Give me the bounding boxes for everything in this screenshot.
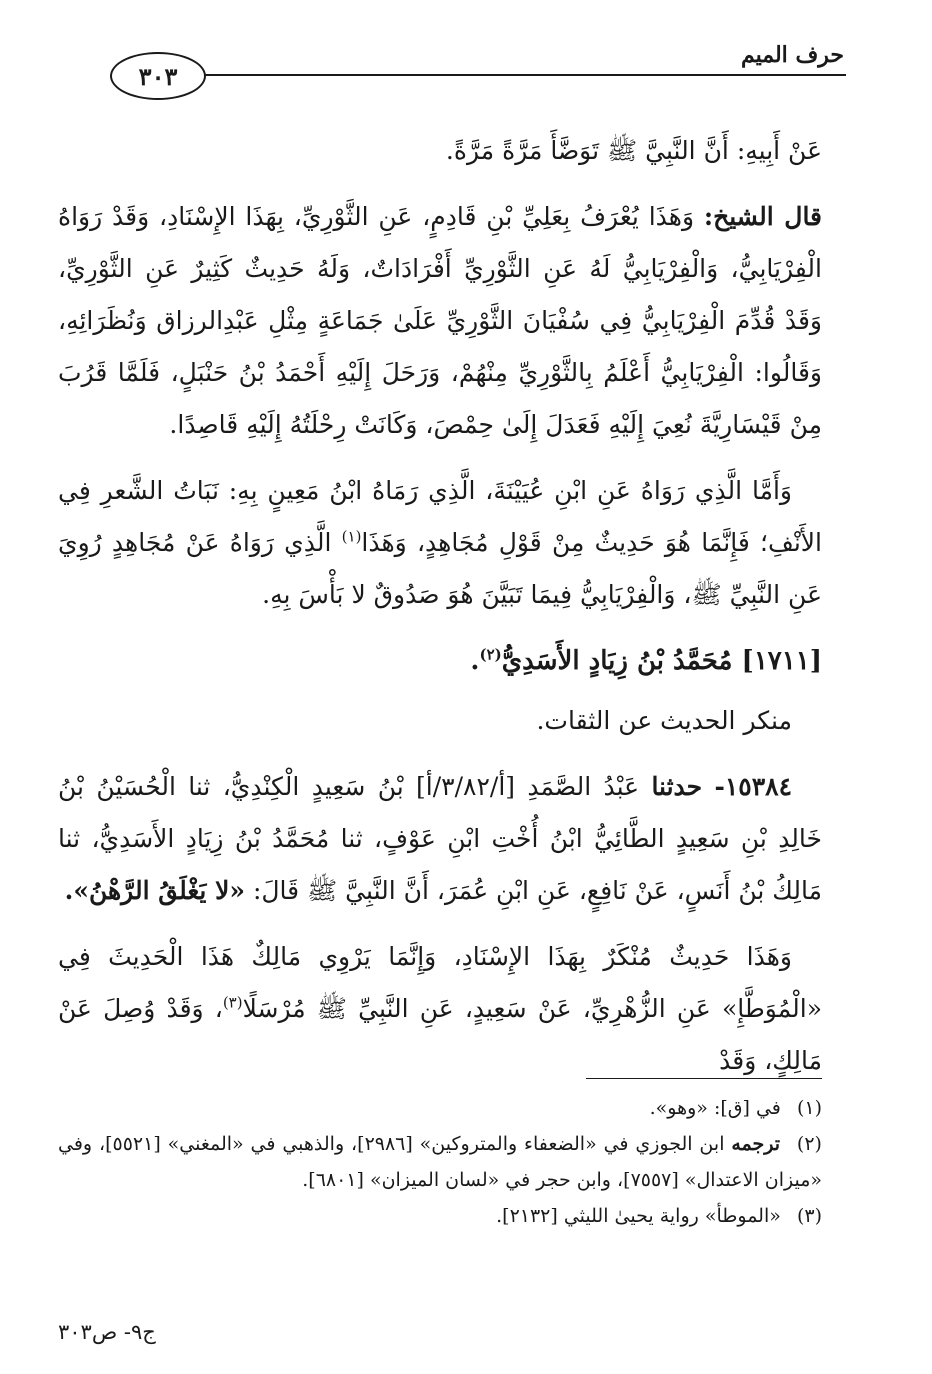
footnote-text: «الموطأ» رواية يحيىٰ الليثي [٢١٣٢]. xyxy=(496,1205,781,1227)
paragraph-3-part-a: وَأَمَّا الَّذِي رَوَاهُ عَنِ ابْنِ عُيَيْنَةَ، الَّذِي رَمَاهُ ابْنُ مَعِينٍ بِهِ: نَبَاتُ الشَّعرِ فِي الأَنْفِ؛ فَإِنَّمَا هُوَ حَدِيثٌ مِنْ قَوْلِ مُجَاهِدٍ، وَهَذَا xyxy=(58,476,822,557)
entry-end: . xyxy=(470,646,480,676)
footnote-ref-2: (٢) xyxy=(479,645,502,664)
paragraph-3 xyxy=(58,465,822,621)
haddathana-label: حدثنا xyxy=(651,772,703,801)
entry-heading xyxy=(58,635,822,687)
hadith-number: ١٥٣٨٤- xyxy=(714,772,793,801)
footnote-text: ابن الجوزي في «الضعفاء والمتروكين» [٢٩٨٦]، والذهبي في «المغني» [٥٥٢١]، وفي «ميزان الاعتدال» [٧٥٥٧]، وابن حجر في «لسان الميزان» [٦٨٠١]. xyxy=(58,1133,822,1191)
main-text xyxy=(58,125,822,1101)
header-rule xyxy=(200,74,846,76)
footnote-number: (١) xyxy=(796,1097,822,1119)
paragraph-4: منكر الحديث عن الثقات. xyxy=(536,706,792,735)
paragraph-5 xyxy=(58,761,822,917)
footnote-2 xyxy=(58,1126,822,1198)
running-header-title: حرف الميم xyxy=(740,42,844,68)
sheikh-label: قال الشيخ: xyxy=(703,202,823,231)
footnote-number: (٣) xyxy=(796,1205,822,1227)
paragraph-6-part-b: ، وَقَدْ وُصِلَ عَنْ مَالِكٍ، وَقَدْ xyxy=(58,994,822,1075)
paragraph-3-part-b: الَّذِي رَوَاهُ عَنْ مُجَاهِدٍ رُوِيَ عَنِ النَّبِيِّ ﷺ، وَالْفِرْيَابِيُّ فِيمَا تَبَيَّنَ هُوَ صَدُوقٌ لا بَأْسَ بِهِ. xyxy=(58,528,822,609)
footnote-bold: ترجمه xyxy=(731,1133,781,1155)
paragraph-2 xyxy=(58,191,822,451)
paragraph-6-part-a: وَهَذَا حَدِيثٌ مُنْكَرٌ بِهَذَا الإِسْنَادِ، وَإِنَّمَا يَرْوِي مَالِكٌ هَذَا الْحَدِيثَ فِي «الْمُوَطَّإِ» عَنِ الزُّهْرِيِّ، عَنْ سَعِيدٍ، عَنِ النَّبِيِّ ﷺ مُرْسَلًا xyxy=(58,942,822,1023)
entry-name: مُحَمَّدُ بْنُ زِيَادٍ الأَسَدِيُّ xyxy=(501,646,733,676)
footnote-3 xyxy=(58,1198,822,1234)
footnote-ref-1: (١) xyxy=(341,527,362,546)
paragraph-2-text: وَهَذَا يُعْرَفُ بِعَلِيِّ بْنِ قَادِمٍ، عَنِ الثَّوْرِيِّ، بِهَذَا الإِسْنَادِ، وَقَدْ رَوَاهُ الْفِرْيَابِيُّ، وَالْفِرْيَابِيُّ لَهُ عَنِ الثَّوْرِيِّ أَفْرَادَاتٌ، وَلَهُ حَدِيثٌ كَثِيرٌ عَنِ الثَّوْرِيِّ، وَقَدْ قُدِّمَ الْفِرْيَابِيُّ فِي سُفْيَانَ الثَّوْرِيِّ عَلَىٰ جَمَاعَةٍ مِثْلِ عَبْدِالرزاق وَنُظَرَائِهِ، وَقَالُوا: الْفِرْيَابِيُّ أَعْلَمُ بِالثَّوْرِيِّ مِنْهُمْ، وَرَحَلَ إِلَيْهِ أَحْمَدُ بْنُ حَنْبَلٍ، فَلَمَّا قَرُبَ مِنْ قَيْسَارِيَّةَ نُعِيَ إِلَيْهِ فَعَدَلَ إِلَىٰ حِمْصَ، وَكَانَتْ رِحْلَتُهُ إِلَيْهِ قَاصِدًا. xyxy=(58,202,822,439)
paragraph-1: عَنْ أَبِيهِ: أَنَّ النَّبِيَّ ﷺ تَوَضَّأَ مَرَّةً مَرَّةً. xyxy=(445,136,822,165)
volume-page-reference: ج٩- ص٣٠٣ xyxy=(58,1320,156,1344)
entry-number: [١٧١١] xyxy=(741,646,822,676)
footnote-number: (٢) xyxy=(796,1133,822,1155)
footnote-ref-3: (٣) xyxy=(222,993,243,1012)
page-number: ٣٠٣ xyxy=(138,61,178,91)
paragraph-5-text: عَبْدُ الصَّمَدِ [أ/٣/٨٢/أ] بْنُ سَعِيدٍ الْكِنْدِيُّ، ثنا الْحُسَيْنُ بْنُ خَالِدِ بْنِ سَعِيدٍ الطَّائِيُّ ابْنُ أُخْتِ ابْنِ عَوْفٍ، ثنا مُحَمَّدُ بْنُ زِيَادٍ الأَسَدِيُّ، ثنا مَالِكُ بْنُ أَنَسٍ، عَنْ نَافِعٍ، عَنِ ابْنِ عُمَرَ، أَنَّ النَّبِيَّ ﷺ قَالَ: xyxy=(58,772,822,905)
footnote-1 xyxy=(58,1090,822,1126)
page-number-badge xyxy=(110,52,206,100)
footnote-text: في [ق]: «وهو». xyxy=(649,1097,781,1119)
paragraph-6 xyxy=(58,931,822,1087)
hadith-quote: «لا يَغْلَقُ الرَّهْنُ». xyxy=(64,876,245,905)
footnotes xyxy=(58,1090,822,1234)
footnote-rule xyxy=(586,1078,822,1079)
